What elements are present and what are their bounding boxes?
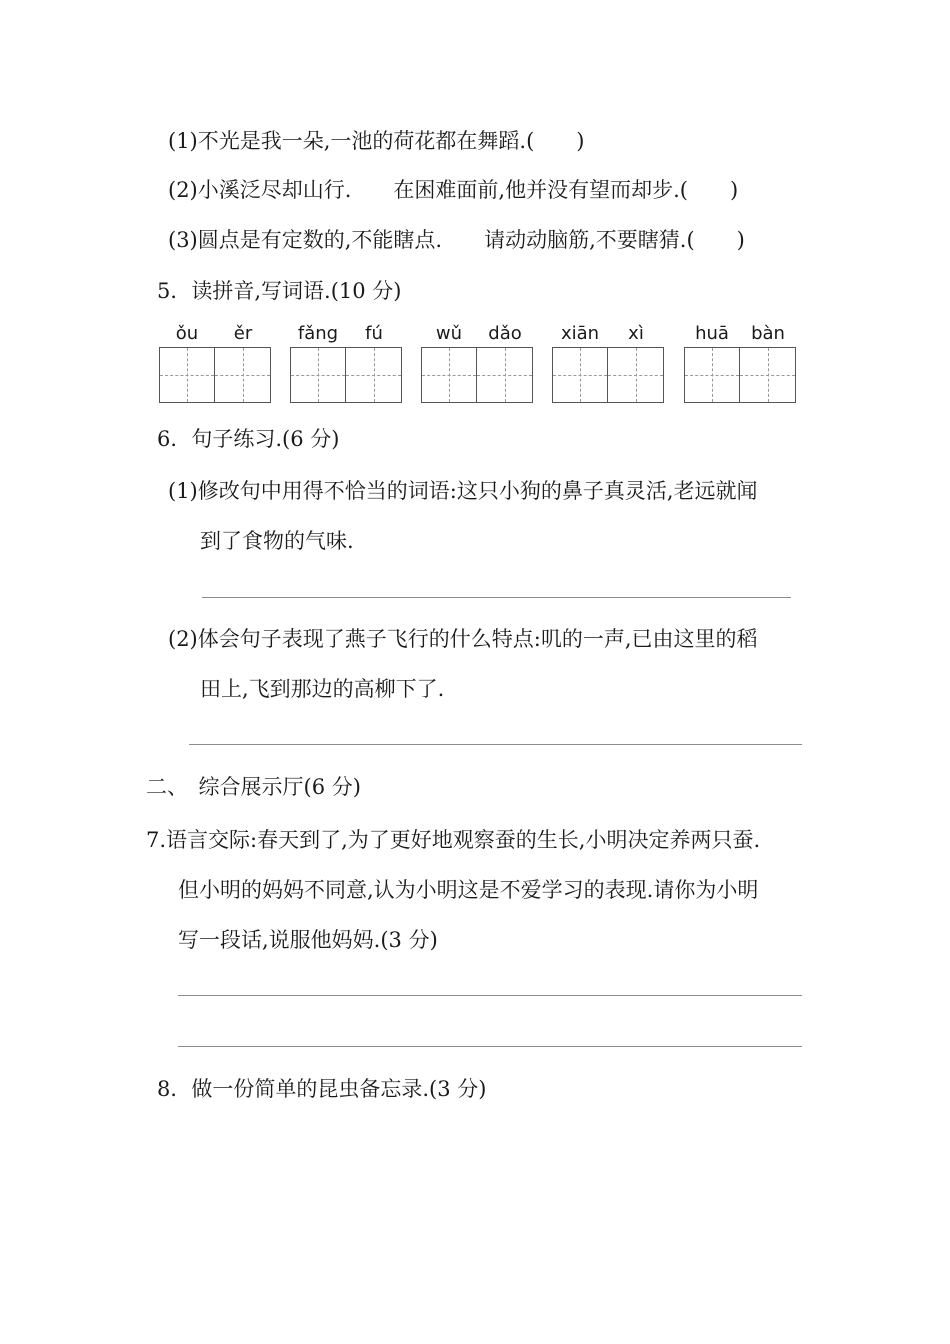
- answer-line[interactable]: [178, 995, 802, 996]
- q7-line2: 但小明的妈妈不同意,认为小明这是不爱学习的表现.请你为小明: [178, 878, 759, 902]
- q4-item-3: (3)圆点是有定数的,不能瞎点. 请动动脑筋,不要瞎猜.( ): [168, 228, 745, 252]
- q6-item-1-line2: 到了食物的气味.: [200, 529, 354, 553]
- writing-grid[interactable]: [552, 347, 664, 403]
- pinyin-syllable: bàn: [751, 323, 785, 344]
- writing-grid[interactable]: [159, 347, 271, 403]
- q8-title: 8．做一份简单的昆虫备忘录.(3 分): [157, 1077, 487, 1101]
- writing-grid[interactable]: [290, 347, 402, 403]
- pinyin-syllable: xì: [628, 323, 644, 344]
- pinyin-syllable: ěr: [233, 323, 253, 344]
- writing-grid[interactable]: [421, 347, 533, 403]
- answer-line[interactable]: [202, 597, 791, 598]
- q7-line3: 写一段话,说服他妈妈.(3 分): [178, 928, 438, 952]
- q6-item-2-line1: (2)体会句子表现了燕子飞行的什么特点:叽的一声,已由这里的稻: [168, 627, 758, 651]
- q4-item-1: (1)不光是我一朵,一池的荷花都在舞蹈.( ): [168, 129, 585, 153]
- pinyin-syllable: huā: [695, 323, 729, 344]
- q7-line1: 7.语言交际:春天到了,为了更好地观察蚕的生长,小明决定养两只蚕.: [146, 828, 761, 852]
- q4-item-2: (2)小溪泛尽却山行. 在困难面前,他并没有望而却步.( ): [168, 178, 739, 202]
- pinyin-syllable: wǔ: [435, 323, 463, 344]
- writing-grid[interactable]: [684, 347, 796, 403]
- q6-item-1-line1: (1)修改句中用得不恰当的词语:这只小狗的鼻子真灵活,老远就闻: [168, 479, 758, 503]
- q6-item-2-line2: 田上,飞到那边的高柳下了.: [200, 677, 445, 701]
- answer-line[interactable]: [189, 744, 802, 745]
- q6-title: 6．句子练习.(6 分): [157, 427, 340, 451]
- pinyin-syllable: ǒu: [175, 323, 199, 344]
- answer-line[interactable]: [178, 1046, 802, 1047]
- pinyin-syllable: xiān: [560, 323, 600, 344]
- section-2-title: 二、 综合展示厅(6 分): [146, 775, 361, 799]
- q5-title: 5．读拼音,写词语.(10 分): [157, 279, 402, 303]
- pinyin-syllable: dǎo: [488, 323, 522, 344]
- pinyin-syllable: fǎng: [297, 323, 339, 344]
- pinyin-syllable: fú: [365, 323, 383, 344]
